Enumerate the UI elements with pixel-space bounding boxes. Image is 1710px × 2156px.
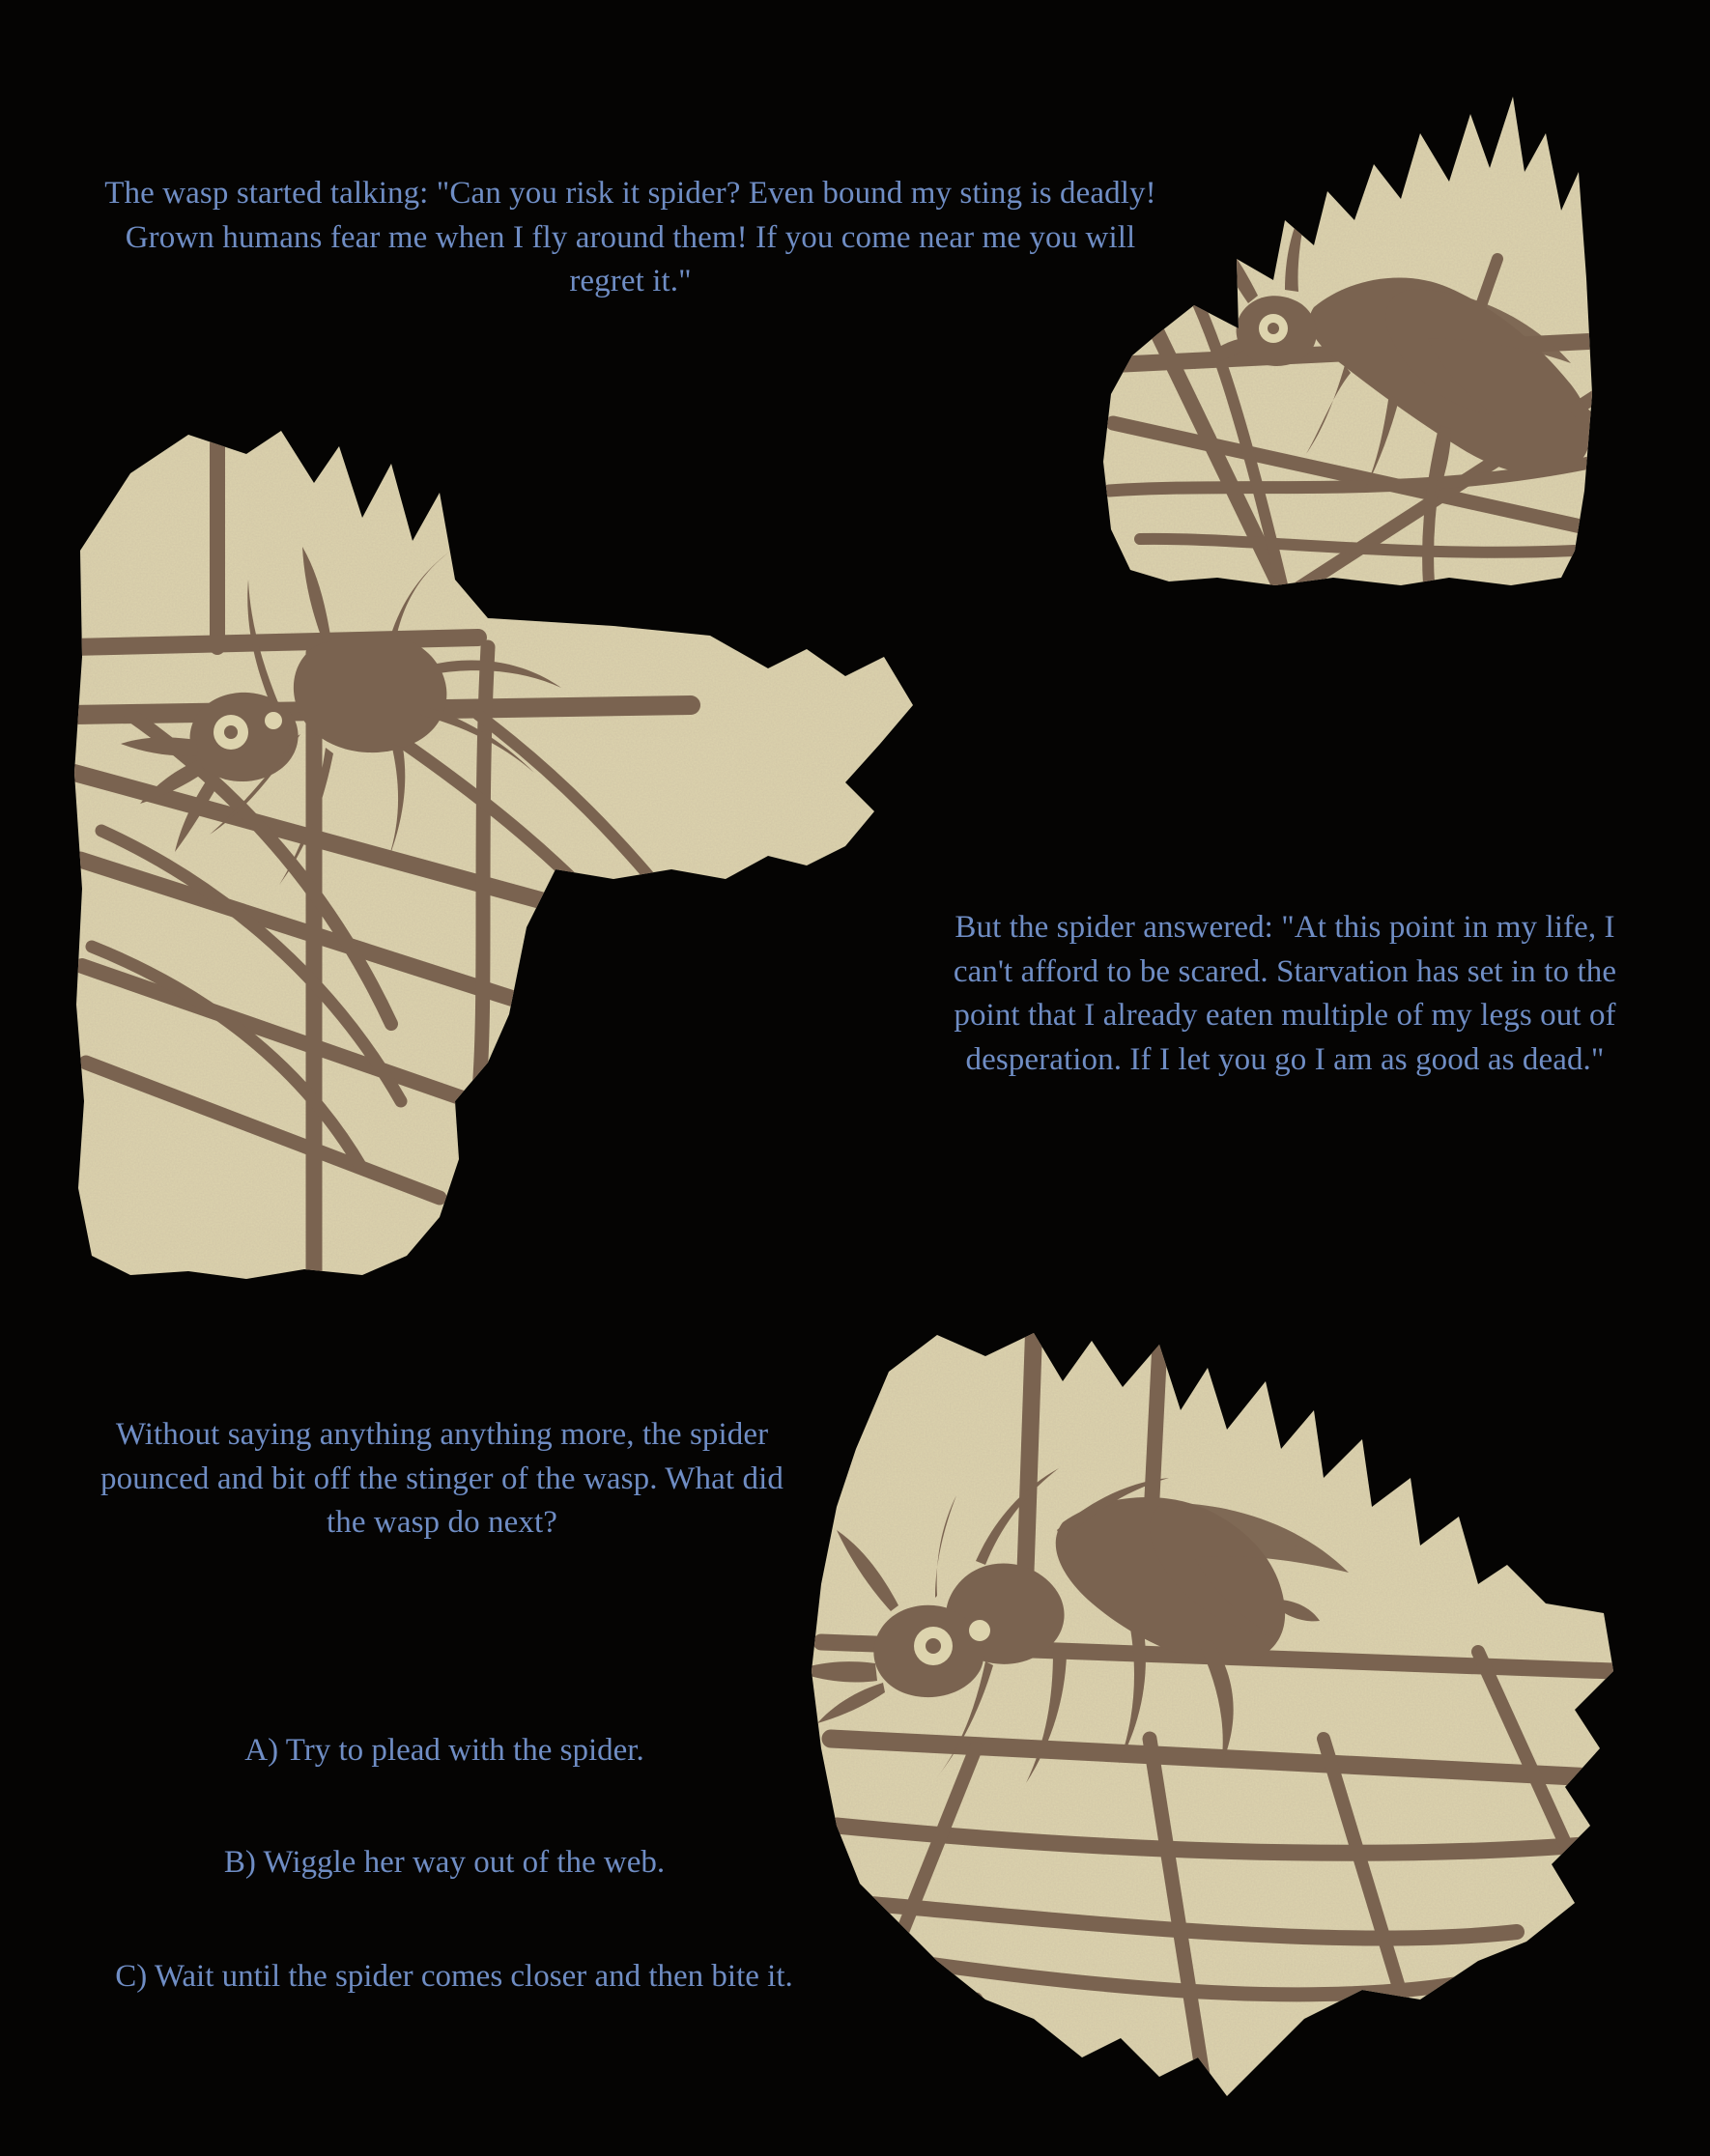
narration-spider-reply: But the spider answered: "At this point in my life, I can't afford to be scared. Starvation has set in to the point that I already eaten multiple of my legs out of desperation. If I let you go I am as good as dead.": [953, 910, 1625, 1077]
wasp-stinger-bitten-off-art: [744, 1323, 1623, 2106]
illustration-wasp-stinger-bitten-off: [744, 1323, 1623, 2106]
choice-option-a[interactable]: A) Try to plead with the spider.: [244, 1733, 644, 1768]
spider-on-web-art: [72, 425, 1010, 1352]
choice-option-b[interactable]: B) Wiggle her way out of the web.: [223, 1845, 666, 1880]
narration-wasp-threat: The wasp started talking: "Can you risk it spider? Even bound my sting is deadly! Grown humans fear me when I fly around them! If you come near me you will regret it.": [104, 176, 1165, 299]
illustration-spider-on-web: [72, 425, 1010, 1352]
narration-prompt: Without saying anything anything more, the spider pounced and bit off the stinger of the wasp. What did the wasp do next?: [100, 1417, 792, 1541]
choice-option-c[interactable]: C) Wait until the spider comes closer and then bite it.: [115, 1959, 793, 1994]
